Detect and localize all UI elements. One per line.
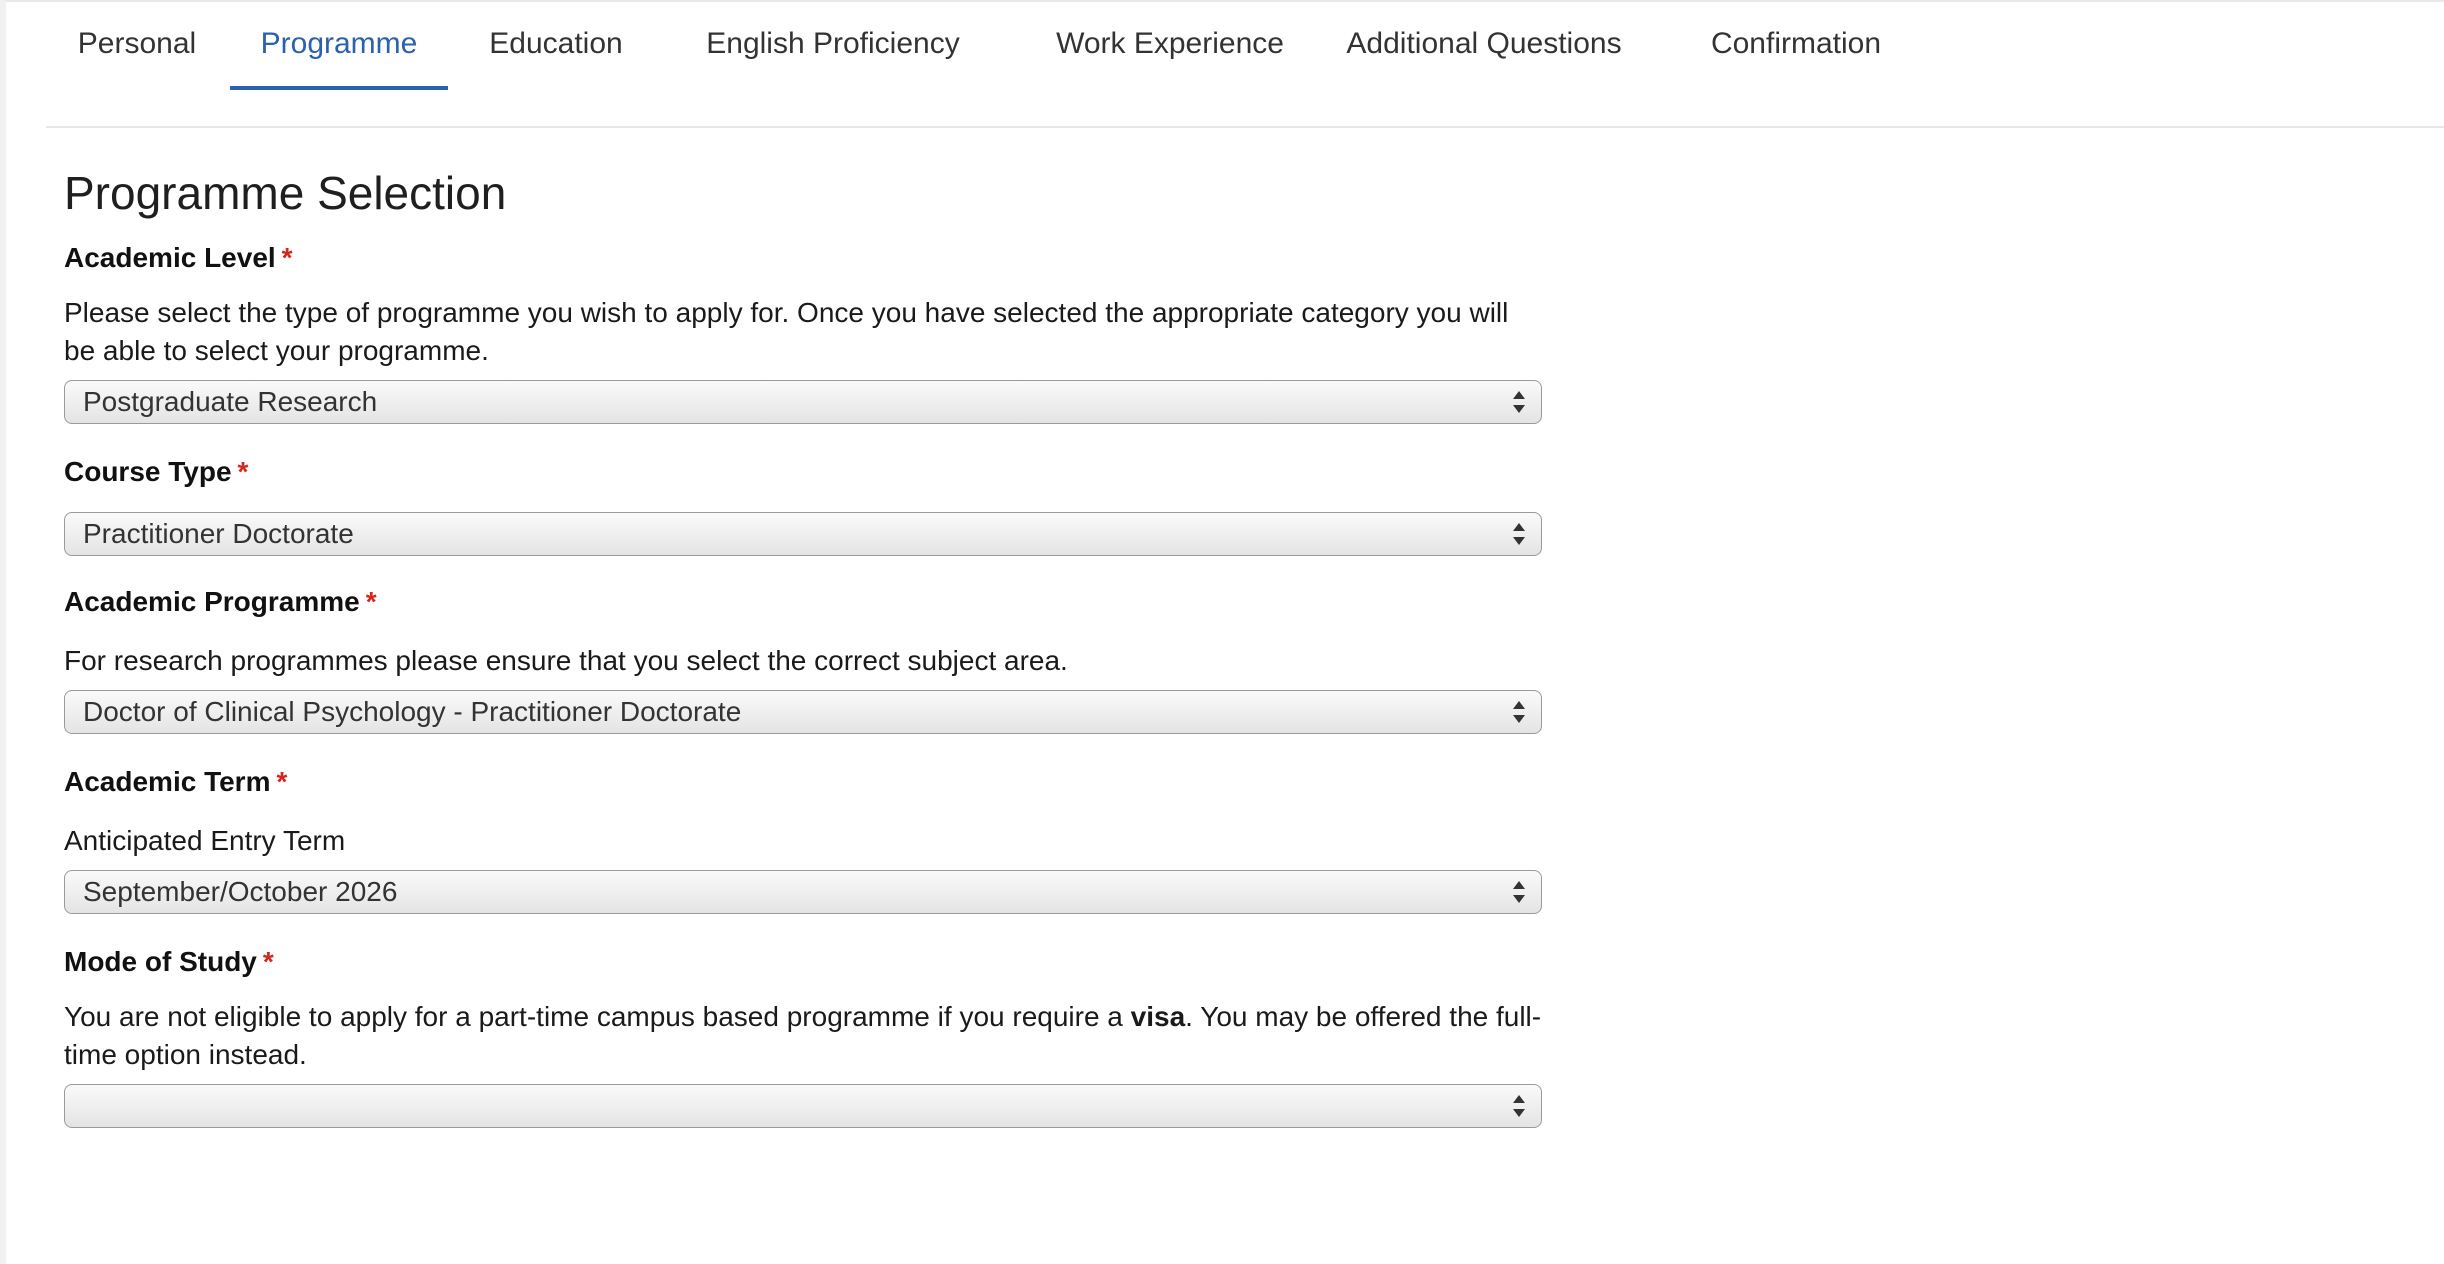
academic-term-label (64, 760, 1544, 804)
academic-term-help: Anticipated Entry Term (64, 825, 346, 856)
select-arrows-icon (1513, 521, 1527, 549)
required-asterisk: * (237, 456, 249, 487)
select-arrows-icon (1513, 879, 1527, 907)
academic-programme-label-text: Academic Programme (64, 586, 360, 617)
course-type-label (64, 450, 1544, 494)
academic-level-help: Please select the type of programme you wish to apply for. Once you have selected the appropriate category you will be able to select your programme. (64, 297, 1509, 366)
select-arrows-icon (1513, 1093, 1527, 1121)
academic-term-value: September/October 2026 (83, 876, 398, 907)
required-asterisk: * (276, 766, 288, 797)
academic-level-label (64, 236, 1544, 280)
academic-level-label-text: Academic Level (64, 242, 276, 273)
left-border (0, 0, 6, 1264)
select-arrows-icon (1513, 389, 1527, 417)
academic-programme-help: For research programmes please ensure that you select the correct subject area. (64, 645, 1068, 676)
mode-of-study-label-text: Mode of Study (64, 946, 257, 977)
academic-programme-select[interactable] (64, 690, 1542, 734)
visa-note-start: You are not eligible to apply for a part-time campus based programme if you require a (64, 1001, 1131, 1032)
course-type-value: Practitioner Doctorate (83, 518, 354, 549)
programme-selection-form (64, 150, 1544, 1128)
visa-note-end: . You may be offered the full-time option instead. (64, 1001, 1542, 1070)
visa-note-emphasis: visa (1130, 1001, 1186, 1032)
academic-level-select[interactable] (64, 380, 1542, 424)
page-title: Programme Selection (64, 167, 507, 219)
academic-programme-value: Doctor of Clinical Psychology - Practitioner Doctorate (83, 696, 742, 727)
step-tabs (46, 2, 2444, 128)
course-type-select[interactable] (64, 512, 1542, 556)
mode-of-study-label (64, 940, 1544, 984)
mode-of-study-help (64, 998, 1544, 1074)
academic-programme-label (64, 580, 1544, 624)
tab-additional-questions[interactable]: Additional Questions (1346, 27, 1622, 60)
tab-confirmation[interactable]: Confirmation (1710, 27, 1882, 60)
tab-education[interactable]: Education (489, 27, 623, 60)
tab-programme[interactable]: Programme (230, 2, 448, 90)
course-type-label-text: Course Type (64, 456, 232, 487)
tab-english-proficiency[interactable]: English Proficiency (706, 27, 960, 60)
academic-term-select[interactable] (64, 870, 1542, 914)
tab-personal[interactable]: Personal (77, 27, 197, 60)
required-asterisk: * (262, 946, 274, 977)
academic-term-label-text: Academic Term (64, 766, 271, 797)
tab-work-experience[interactable]: Work Experience (1056, 27, 1284, 60)
required-asterisk: * (365, 586, 377, 617)
academic-level-value: Postgraduate Research (83, 386, 378, 417)
select-arrows-icon (1513, 699, 1527, 727)
mode-of-study-select[interactable] (64, 1084, 1542, 1128)
required-asterisk: * (281, 242, 293, 273)
